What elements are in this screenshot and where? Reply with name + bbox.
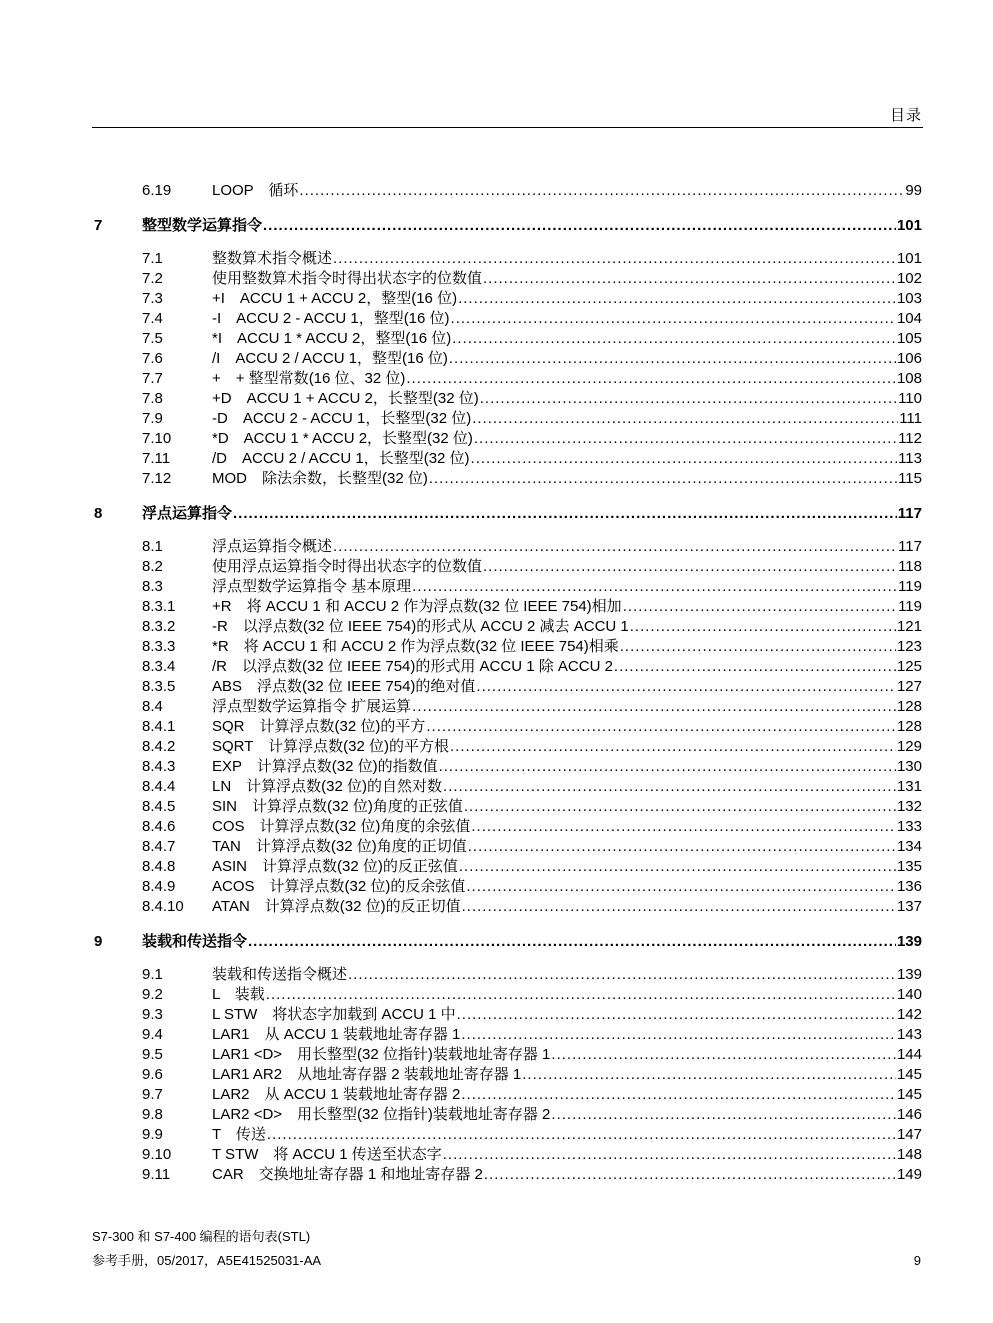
toc-entry-row[interactable]	[0, 797, 993, 817]
toc-entry-row[interactable]	[0, 329, 993, 349]
toc-entry-page[interactable]: 104	[896, 310, 922, 327]
dot-leader	[443, 1145, 896, 1165]
toc-entry-page[interactable]: 128	[896, 698, 922, 715]
toc-entry-page[interactable]: 142	[896, 1006, 922, 1023]
toc-entry-title[interactable]: SQRT 计算浮点数(32 位)的平方根	[212, 738, 449, 755]
toc-entry-title[interactable]: -R 以浮点数(32 位 IEEE 754)的形式从 ACCU 2 减去 ACCU 1	[212, 618, 629, 635]
toc-entry-page[interactable]: 132	[896, 798, 922, 815]
dot-leader	[412, 697, 896, 717]
toc-entry[interactable]	[212, 429, 922, 449]
dot-leader	[406, 369, 896, 389]
toc-entry-number: 8.4.1	[142, 718, 176, 735]
toc-entry-title[interactable]: 整数算术指令概述	[212, 250, 333, 267]
toc-entry-row[interactable]	[0, 897, 993, 917]
toc-entry[interactable]	[212, 717, 922, 737]
toc-entry-page[interactable]: 130	[896, 758, 922, 775]
toc-entry-row[interactable]	[0, 309, 993, 329]
toc-entry-number: 9.5	[142, 1046, 163, 1063]
toc-entry-title[interactable]: 装载和传送指令概述	[212, 966, 348, 983]
toc-entry-number: 9.3	[142, 1006, 163, 1023]
dot-leader	[452, 329, 896, 349]
dot-leader	[429, 469, 897, 489]
toc-entry[interactable]	[212, 389, 922, 409]
toc-entry-page[interactable]: 148	[896, 1146, 922, 1163]
dot-leader	[267, 1125, 896, 1145]
toc-entry-number: 8.3.1	[142, 598, 176, 615]
dot-leader	[461, 1085, 896, 1105]
toc-entry-row[interactable]	[0, 1145, 993, 1165]
toc-entry-number: 9.4	[142, 1026, 163, 1043]
toc-entry[interactable]	[212, 777, 922, 797]
toc-entry-page[interactable]: 127	[896, 678, 922, 695]
toc-entry-title[interactable]: LAR2 <D> 用长整型(32 位指针)装载地址寄存器 2	[212, 1106, 551, 1123]
toc-entry-title[interactable]: 使用浮点运算指令时得出状态字的位数值	[212, 558, 483, 575]
dot-leader	[472, 409, 898, 429]
toc-entry-title[interactable]: CAR 交换地址寄存器 1 和地址寄存器 2	[212, 1166, 483, 1183]
toc-entry[interactable]	[212, 857, 922, 877]
toc-entry-page[interactable]: 129	[896, 738, 922, 755]
toc-entry-row[interactable]	[0, 1165, 993, 1185]
toc-entry[interactable]	[212, 409, 922, 429]
toc-entry[interactable]	[212, 1045, 922, 1065]
dot-leader	[620, 637, 896, 657]
toc-entry-number: 7.9	[142, 410, 163, 427]
toc-entry-row[interactable]	[0, 537, 993, 557]
toc-entry-row[interactable]	[0, 697, 993, 717]
toc-entry-row[interactable]	[0, 289, 993, 309]
toc-entry-number: 8.4.3	[142, 758, 176, 775]
toc-entry[interactable]	[212, 697, 922, 717]
toc-entry-number: 9.1	[142, 966, 163, 983]
toc-chapter-row[interactable]	[0, 504, 993, 524]
toc-entry-title[interactable]: ACOS 计算浮点数(32 位)的反余弦值	[212, 878, 466, 895]
dot-leader	[233, 504, 897, 524]
toc-entry-title[interactable]: LAR1 <D> 用长整型(32 位指针)装载地址寄存器 1	[212, 1046, 551, 1063]
toc-entry[interactable]	[212, 657, 922, 677]
toc-entry[interactable]	[212, 369, 922, 389]
toc-entry-number: 9.11	[142, 1166, 171, 1183]
toc-entry-number: 9.8	[142, 1106, 163, 1123]
toc-entry[interactable]	[212, 617, 922, 637]
dot-leader	[468, 837, 896, 857]
dot-leader	[462, 897, 896, 917]
toc-entry-number: 8.3.3	[142, 638, 176, 655]
toc-entry[interactable]	[212, 817, 922, 837]
dot-leader	[471, 449, 898, 469]
toc-entry-title[interactable]: LAR1 AR2 从地址寄存器 2 装载地址寄存器 1	[212, 1066, 522, 1083]
toc-entry-number: 8.1	[142, 538, 163, 555]
toc-entry-title[interactable]: LAR1 从 ACCU 1 装载地址寄存器 1	[212, 1026, 461, 1043]
toc-entry[interactable]	[142, 216, 922, 236]
toc-entry-row[interactable]	[0, 965, 993, 985]
toc-entry-number: 7.3	[142, 290, 163, 307]
toc-entry-page[interactable]: 135	[896, 858, 922, 875]
toc-entry[interactable]	[212, 637, 922, 657]
toc-entry-number: 8.3.2	[142, 618, 176, 635]
toc-entry[interactable]	[212, 269, 922, 289]
toc-entry-page[interactable]: 145	[896, 1066, 922, 1083]
toc-entry-page[interactable]: 131	[896, 778, 922, 795]
toc-entry-title[interactable]: T STW 将 ACCU 1 传送至状态字	[212, 1146, 442, 1163]
toc-entry-page[interactable]: 145	[896, 1086, 922, 1103]
toc-entry-page[interactable]: 134	[896, 838, 922, 855]
toc-entry-number: 8.4.9	[142, 878, 176, 895]
dot-leader	[484, 1165, 896, 1185]
toc-entry-row[interactable]	[0, 877, 993, 897]
toc-entry-row[interactable]	[0, 1025, 993, 1045]
toc-entry-page[interactable]: 123	[896, 638, 922, 655]
toc-entry[interactable]	[212, 1085, 922, 1105]
dot-leader	[474, 429, 897, 449]
dot-leader	[348, 965, 896, 985]
toc-entry-title[interactable]: 浮点型数学运算指令 基本原理	[212, 578, 412, 595]
toc-entry-row[interactable]	[0, 181, 993, 201]
toc-entry-number: 8.4	[142, 698, 163, 715]
toc-entry-row[interactable]	[0, 597, 993, 617]
toc-entry[interactable]	[142, 932, 922, 952]
toc-entry[interactable]	[212, 1125, 922, 1145]
toc-entry-number: 9.7	[142, 1086, 163, 1103]
toc-entry-page[interactable]: 136	[896, 878, 922, 895]
toc-entry-row[interactable]	[0, 857, 993, 877]
toc-entry-row[interactable]	[0, 617, 993, 637]
toc-entry-title[interactable]: -D ACCU 2 - ACCU 1，长整型(32 位)	[212, 410, 472, 427]
dot-leader	[333, 249, 896, 269]
dot-leader	[443, 777, 896, 797]
toc-entry[interactable]	[212, 837, 922, 857]
toc-entry-number: 7	[94, 217, 103, 234]
toc-entry-title[interactable]: LAR2 从 ACCU 1 装载地址寄存器 2	[212, 1086, 461, 1103]
toc-entry-title[interactable]: 浮点运算指令	[142, 505, 233, 522]
toc-entry[interactable]	[212, 329, 922, 349]
toc-entry[interactable]	[212, 597, 922, 617]
toc-entry-row[interactable]	[0, 817, 993, 837]
dot-leader	[263, 216, 896, 236]
footer-document-title: S7-300 和 S7-400 编程的语句表(STL)	[92, 1229, 311, 1244]
dot-leader	[476, 677, 896, 697]
toc-chapter-row[interactable]	[0, 216, 993, 236]
toc-entry-page[interactable]: 111	[899, 410, 922, 427]
toc-entry-row[interactable]	[0, 1125, 993, 1145]
toc-entry[interactable]	[212, 469, 922, 489]
dot-leader	[614, 657, 896, 677]
dot-leader	[630, 617, 896, 637]
toc-entry-title[interactable]: *I ACCU 1 * ACCU 2，整型(16 位)	[212, 330, 452, 347]
toc-entry-title[interactable]: 浮点运算指令概述	[212, 538, 333, 555]
dot-leader	[551, 1105, 896, 1125]
toc-entry[interactable]	[212, 797, 922, 817]
toc-entry-number: 7.5	[142, 330, 163, 347]
toc-entry-title[interactable]: -I ACCU 2 - ACCU 1，整型(16 位)	[212, 310, 450, 327]
toc-entry-number: 6.19	[142, 182, 172, 199]
toc-entry-number: 7.7	[142, 370, 163, 387]
toc-entry-row[interactable]	[0, 637, 993, 657]
toc-entry-page[interactable]: 118	[898, 558, 922, 575]
toc-entry-row[interactable]	[0, 657, 993, 677]
dot-leader	[623, 597, 897, 617]
toc-entry-title[interactable]: +R 将 ACCU 1 和 ACCU 2 作为浮点数(32 位 IEEE 754)相加	[212, 598, 622, 615]
toc-entry[interactable]	[212, 249, 922, 269]
toc-entry-number: 7.2	[142, 270, 163, 287]
toc-entry-number: 8.3.5	[142, 678, 176, 695]
toc-entry-number: 8.3	[142, 578, 163, 595]
toc-entry-title[interactable]: +D ACCU 1 + ACCU 2，长整型(32 位)	[212, 390, 479, 407]
dot-leader	[458, 289, 896, 309]
toc-entry-page[interactable]: 103	[896, 290, 922, 307]
toc-entry-title[interactable]: 使用整数算术指令时得出状态字的位数值	[212, 270, 483, 287]
toc-entry[interactable]	[212, 757, 922, 777]
dot-leader	[266, 985, 896, 1005]
toc-entry-number: 9	[94, 933, 103, 950]
toc-entry-row[interactable]	[0, 1065, 993, 1085]
toc-entry-title[interactable]: EXP 计算浮点数(32 位)的指数值	[212, 758, 438, 775]
toc-entry-title[interactable]: /I ACCU 2 / ACCU 1，整型(16 位)	[212, 350, 448, 367]
toc-entry-page[interactable]: 117	[898, 538, 922, 555]
toc-entry-row[interactable]	[0, 349, 993, 369]
toc-entry-page[interactable]: 121	[896, 618, 922, 635]
toc-entry[interactable]	[212, 449, 922, 469]
toc-entry-number: 8.4.10	[142, 898, 184, 915]
toc-entry-page[interactable]: 125	[896, 658, 922, 675]
toc-entry-title[interactable]: *R 将 ACCU 1 和 ACCU 2 作为浮点数(32 位 IEEE 754)相乘	[212, 638, 619, 655]
toc-entry-number: 7.12	[142, 470, 172, 487]
toc-entry-number: 7.10	[142, 430, 172, 447]
toc-entry-page[interactable]: 147	[896, 1126, 922, 1143]
dot-leader	[483, 557, 897, 577]
toc-entry[interactable]	[212, 1025, 922, 1045]
toc-entry-page[interactable]: 101	[896, 250, 922, 267]
toc-entry-title[interactable]: SIN 计算浮点数(32 位)角度的正弦值	[212, 798, 463, 815]
toc-entry-number: 7.1	[142, 250, 163, 267]
toc-entry-row[interactable]	[0, 557, 993, 577]
toc-entry-row[interactable]	[0, 985, 993, 1005]
dot-leader	[426, 717, 896, 737]
toc-entry[interactable]	[212, 1065, 922, 1085]
toc-entry[interactable]	[212, 537, 922, 557]
toc-entry-number: 7.6	[142, 350, 163, 367]
toc-entry-title[interactable]: T 传送	[212, 1126, 266, 1143]
toc-entry-page[interactable]: 112	[898, 430, 922, 447]
toc-entry-row[interactable]	[0, 389, 993, 409]
toc-entry-row[interactable]	[0, 469, 993, 489]
toc-entry-title[interactable]: LOOP 循环	[212, 182, 299, 199]
toc-entry-row[interactable]	[0, 677, 993, 697]
toc-entry-title[interactable]: COS 计算浮点数(32 位)角度的余弦值	[212, 818, 471, 835]
toc-entry[interactable]	[212, 1105, 922, 1125]
toc-entry-number: 8.4.6	[142, 818, 176, 835]
toc-chapter-row[interactable]	[0, 932, 993, 952]
toc-entry[interactable]	[212, 181, 922, 201]
toc-entry[interactable]	[212, 577, 922, 597]
toc-entry-number: 7.8	[142, 390, 163, 407]
dot-leader	[333, 537, 897, 557]
toc-entry-page[interactable]: 128	[896, 718, 922, 735]
toc-entry-page[interactable]: 139	[896, 933, 922, 950]
toc-entry-title[interactable]: 装载和传送指令	[142, 933, 248, 950]
dot-leader	[483, 269, 896, 289]
toc-entry-page[interactable]: 99	[905, 182, 922, 199]
toc-entry[interactable]	[212, 1165, 922, 1185]
toc-entry-row[interactable]	[0, 249, 993, 269]
toc-entry-title[interactable]: ATAN 计算浮点数(32 位)的反正切值	[212, 898, 461, 915]
toc-entry[interactable]	[212, 289, 922, 309]
dot-leader	[522, 1065, 896, 1085]
footer-page-number: 9	[913, 1253, 921, 1268]
toc-entry-title[interactable]: SQR 计算浮点数(32 位)的平方	[212, 718, 426, 735]
dot-leader	[412, 577, 897, 597]
toc-entry-page[interactable]: 140	[896, 986, 922, 1003]
toc-entry-number: 9.2	[142, 986, 163, 1003]
toc-entry-title[interactable]: +I ACCU 1 + ACCU 2，整型(16 位)	[212, 290, 458, 307]
toc-entry-page[interactable]: 133	[896, 818, 922, 835]
dot-leader	[464, 797, 896, 817]
toc-entry-number: 9.6	[142, 1066, 163, 1083]
toc-entry-title[interactable]: TAN 计算浮点数(32 位)角度的正切值	[212, 838, 467, 855]
toc-entry[interactable]	[212, 349, 922, 369]
toc-entry-page[interactable]: 106	[896, 350, 922, 367]
toc-entry[interactable]	[212, 677, 922, 697]
toc-entry[interactable]	[212, 897, 922, 917]
toc-entry-row[interactable]	[0, 1005, 993, 1025]
toc-entry-title[interactable]: + + 整型常数(16 位、32 位)	[212, 370, 406, 387]
toc-entry[interactable]	[212, 1005, 922, 1025]
dot-leader	[461, 1025, 896, 1045]
toc-entry-page[interactable]: 146	[896, 1106, 922, 1123]
toc-entry-page[interactable]: 137	[896, 898, 922, 915]
dot-leader	[449, 349, 896, 369]
toc-entry-row[interactable]	[0, 1045, 993, 1065]
dot-leader	[450, 737, 896, 757]
toc-entry-title[interactable]: L STW 将状态字加载到 ACCU 1 中	[212, 1006, 456, 1023]
toc-entry-title[interactable]: ABS 浮点数(32 位 IEEE 754)的绝对值	[212, 678, 476, 695]
toc-entry-title[interactable]: 整型数学运算指令	[142, 217, 263, 234]
toc-entry-row[interactable]	[0, 837, 993, 857]
header-divider	[92, 127, 923, 128]
toc-entry-title[interactable]: /D ACCU 2 / ACCU 1，长整型(32 位)	[212, 450, 470, 467]
toc-entry-row[interactable]	[0, 429, 993, 449]
toc-entry-row[interactable]	[0, 449, 993, 469]
toc-entry-number: 8.4.4	[142, 778, 176, 795]
toc-entry-title[interactable]: ASIN 计算浮点数(32 位)的反正弦值	[212, 858, 458, 875]
toc-entry-number: 8.4.5	[142, 798, 176, 815]
toc-entry-title[interactable]: L 装载	[212, 986, 265, 1003]
toc-entry-number: 8.2	[142, 558, 163, 575]
toc-entry[interactable]	[142, 504, 922, 524]
toc-entry-row[interactable]	[0, 269, 993, 289]
dot-leader	[459, 857, 896, 877]
toc-entry-page[interactable]: 105	[896, 330, 922, 347]
toc-entry-title[interactable]: LN 计算浮点数(32 位)的自然对数	[212, 778, 443, 795]
dot-leader	[480, 389, 897, 409]
toc-entry-page[interactable]: 108	[896, 370, 922, 387]
toc-entry[interactable]	[212, 965, 922, 985]
toc-entry[interactable]	[212, 1145, 922, 1165]
toc-entry-page[interactable]: 117	[897, 505, 922, 522]
page-header-title: 目录	[889, 107, 922, 124]
toc-entry[interactable]	[212, 557, 922, 577]
toc-entry-number: 7.11	[142, 450, 171, 467]
toc-entry[interactable]	[212, 985, 922, 1005]
toc-entry-row[interactable]	[0, 757, 993, 777]
toc-entry-number: 7.4	[142, 310, 163, 327]
toc-entry[interactable]	[212, 737, 922, 757]
dot-leader	[457, 1005, 896, 1025]
toc-entry-page[interactable]: 119	[898, 578, 922, 595]
toc-entry-page[interactable]: 102	[896, 270, 922, 287]
dot-leader	[299, 181, 904, 201]
toc-entry-number: 8.4.7	[142, 838, 176, 855]
dot-leader	[451, 309, 896, 329]
toc-entry-page[interactable]: 119	[898, 598, 922, 615]
toc-entry-page[interactable]: 115	[898, 470, 922, 487]
footer-document-info: 参考手册，05/2017，A5E41525031-AA	[92, 1253, 322, 1268]
toc-entry-row[interactable]	[0, 577, 993, 597]
toc-entry-number: 8.4.2	[142, 738, 176, 755]
toc-entry-title[interactable]: MOD 除法余数，长整型(32 位)	[212, 470, 428, 487]
toc-entry-row[interactable]	[0, 369, 993, 389]
toc-entry-row[interactable]	[0, 717, 993, 737]
toc-entry-page[interactable]: 110	[898, 390, 922, 407]
toc-entry-page[interactable]: 113	[898, 450, 922, 467]
toc-entry-page[interactable]: 149	[896, 1166, 922, 1183]
toc-entry-title[interactable]: /R 以浮点数(32 位 IEEE 754)的形式用 ACCU 1 除 ACCU 2	[212, 658, 613, 675]
toc-entry-page[interactable]: 139	[896, 966, 922, 983]
toc-entry-page[interactable]: 101	[896, 217, 922, 234]
toc-entry-row[interactable]	[0, 1105, 993, 1125]
toc-entry-number: 9.10	[142, 1146, 172, 1163]
toc-entry-number: 8.3.4	[142, 658, 176, 675]
toc-entry-title[interactable]: 浮点型数学运算指令 扩展运算	[212, 698, 412, 715]
dot-leader	[471, 817, 896, 837]
toc-entry-number: 8	[94, 505, 103, 522]
dot-leader	[248, 932, 896, 952]
toc-entry-row[interactable]	[0, 737, 993, 757]
toc-entry[interactable]	[212, 309, 922, 329]
dot-leader	[466, 877, 896, 897]
dot-leader	[551, 1045, 896, 1065]
toc-entry-number: 8.4.8	[142, 858, 176, 875]
toc-entry-title[interactable]: *D ACCU 1 * ACCU 2，长整型(32 位)	[212, 430, 473, 447]
toc-entry-page[interactable]: 143	[896, 1026, 922, 1043]
toc-entry-number: 9.9	[142, 1126, 163, 1143]
toc-entry-row[interactable]	[0, 777, 993, 797]
toc-entry-row[interactable]	[0, 1085, 993, 1105]
toc-entry-page[interactable]: 144	[896, 1046, 922, 1063]
toc-entry-row[interactable]	[0, 409, 993, 429]
toc-entry[interactable]	[212, 877, 922, 897]
dot-leader	[439, 757, 896, 777]
